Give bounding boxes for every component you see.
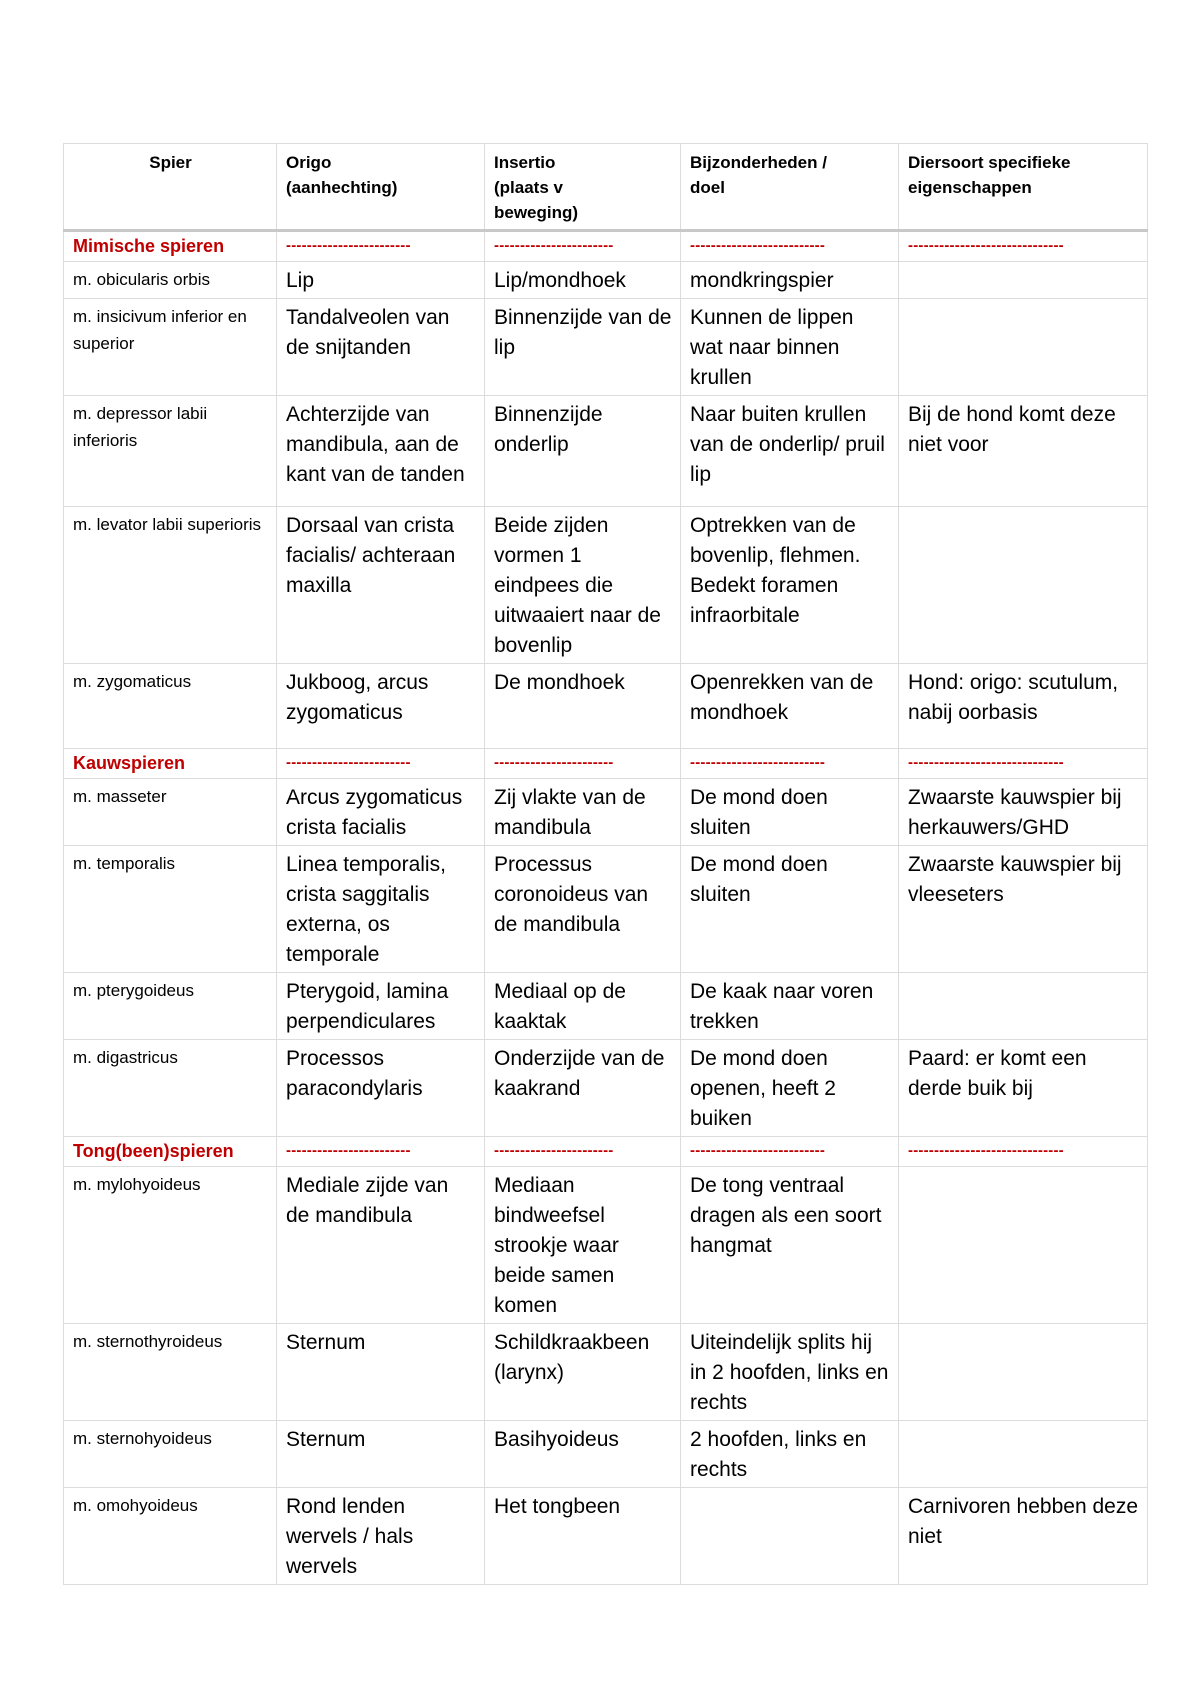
cell-spier: m. pterygoideus (64, 973, 277, 1040)
table-body (64, 144, 1148, 1585)
section-separator: -------------------------- (681, 1137, 899, 1167)
cell-insertio: Basihyoideus (485, 1421, 681, 1488)
cell-diersoort (899, 262, 1148, 299)
cell-diersoort (899, 1167, 1148, 1324)
cell-origo: Mediale zijde van de mandibula (277, 1167, 485, 1324)
table-row (64, 1421, 1148, 1488)
cell-origo: Achterzijde van mandibula, aan de kant van de tanden (277, 396, 485, 507)
header-insertio: Insertio (plaats v beweging) (485, 144, 681, 231)
cell-origo: Rond lenden wervels / hals wervels (277, 1488, 485, 1585)
table-row (64, 1167, 1148, 1324)
section-separator: ----------------------- (485, 231, 681, 262)
section-separator: ------------------------ (277, 1137, 485, 1167)
table-row (64, 507, 1148, 664)
cell-spier: m. mylohyoideus (64, 1167, 277, 1324)
cell-diersoort: Hond: origo: scutulum, nabij oorbasis (899, 664, 1148, 749)
table-row (64, 1488, 1148, 1585)
section-separator: ------------------------ (277, 231, 485, 262)
cell-insertio: Onderzijde van de kaakrand (485, 1040, 681, 1137)
cell-insertio: Processus coronoideus van de mandibula (485, 846, 681, 973)
table-row (64, 396, 1148, 507)
cell-insertio: Beide zijden vormen 1 eindpees die uitwaaiert naar de bovenlip (485, 507, 681, 664)
cell-insertio: Binnenzijde onderlip (485, 396, 681, 507)
cell-spier: m. sternothyroideus (64, 1324, 277, 1421)
cell-origo: Linea temporalis, crista saggitalis externa, os temporale (277, 846, 485, 973)
cell-diersoort: Bij de hond komt deze niet voor (899, 396, 1148, 507)
table-row (64, 664, 1148, 749)
cell-bijzonderheden: Kunnen de lippen wat naar binnen krullen (681, 299, 899, 396)
cell-diersoort (899, 1421, 1148, 1488)
header-bijzonderheden: Bijzonderheden / doel (681, 144, 899, 231)
header-row (64, 144, 1148, 231)
section-separator: -------------------------- (681, 749, 899, 779)
cell-insertio: Het tongbeen (485, 1488, 681, 1585)
cell-spier: m. digastricus (64, 1040, 277, 1137)
cell-bijzonderheden: De mond doen sluiten (681, 846, 899, 973)
header-origo: Origo (aanhechting) (277, 144, 485, 231)
cell-bijzonderheden: De mond doen sluiten (681, 779, 899, 846)
table-row (64, 846, 1148, 973)
cell-bijzonderheden: De tong ventraal dragen als een soort hangmat (681, 1167, 899, 1324)
cell-spier: m. levator labii superioris (64, 507, 277, 664)
header-diersoort: Diersoort specifieke eigenschappen (899, 144, 1148, 231)
section-title: Kauwspieren (64, 749, 277, 779)
cell-insertio: Schildkraakbeen (larynx) (485, 1324, 681, 1421)
cell-diersoort (899, 1324, 1148, 1421)
cell-bijzonderheden: De mond doen openen, heeft 2 buiken (681, 1040, 899, 1137)
cell-bijzonderheden: mondkringspier (681, 262, 899, 299)
cell-origo: Tandalveolen van de snijtanden (277, 299, 485, 396)
header-spier: Spier (64, 144, 277, 231)
section-separator: ------------------------ (277, 749, 485, 779)
section-separator: ------------------------------ (899, 749, 1148, 779)
table-row (64, 973, 1148, 1040)
cell-insertio: Mediaan bindweefsel strookje waar beide samen komen (485, 1167, 681, 1324)
cell-spier: m. masseter (64, 779, 277, 846)
table-row (64, 299, 1148, 396)
table-row (64, 1040, 1148, 1137)
section-row (64, 749, 1148, 779)
table-row (64, 779, 1148, 846)
cell-origo: Pterygoid, lamina perpendiculares (277, 973, 485, 1040)
cell-spier: m. depressor labii inferioris (64, 396, 277, 507)
cell-origo: Jukboog, arcus zygomaticus (277, 664, 485, 749)
cell-insertio: De mondhoek (485, 664, 681, 749)
cell-diersoort: Paard: er komt een derde buik bij (899, 1040, 1148, 1137)
cell-origo: Arcus zygomaticus crista facialis (277, 779, 485, 846)
cell-spier: m. insicivum inferior en superior (64, 299, 277, 396)
cell-diersoort (899, 973, 1148, 1040)
cell-bijzonderheden: 2 hoofden, links en rechts (681, 1421, 899, 1488)
cell-origo: Sternum (277, 1324, 485, 1421)
cell-spier: m. sternohyoideus (64, 1421, 277, 1488)
cell-diersoort (899, 507, 1148, 664)
section-separator: ----------------------- (485, 1137, 681, 1167)
cell-bijzonderheden: Optrekken van de bovenlip, flehmen. Bedekt foramen infraorbitale (681, 507, 899, 664)
table-row (64, 1324, 1148, 1421)
cell-origo: Processos paracondylaris (277, 1040, 485, 1137)
section-row (64, 231, 1148, 262)
cell-insertio: Mediaal op de kaaktak (485, 973, 681, 1040)
section-separator: ------------------------------ (899, 1137, 1148, 1167)
cell-bijzonderheden: Uiteindelijk splits hij in 2 hoofden, links en rechts (681, 1324, 899, 1421)
cell-diersoort (899, 299, 1148, 396)
cell-bijzonderheden: De kaak naar voren trekken (681, 973, 899, 1040)
cell-origo: Sternum (277, 1421, 485, 1488)
muscle-table (63, 143, 1148, 1585)
cell-spier: m. temporalis (64, 846, 277, 973)
cell-insertio: Binnenzijde van de lip (485, 299, 681, 396)
table-row (64, 262, 1148, 299)
cell-diersoort: Carnivoren hebben deze niet (899, 1488, 1148, 1585)
cell-origo: Lip (277, 262, 485, 299)
section-separator: -------------------------- (681, 231, 899, 262)
cell-spier: m. zygomaticus (64, 664, 277, 749)
cell-bijzonderheden: Openrekken van de mondhoek (681, 664, 899, 749)
cell-spier: m. obicularis orbis (64, 262, 277, 299)
cell-insertio: Lip/mondhoek (485, 262, 681, 299)
cell-insertio: Zij vlakte van de mandibula (485, 779, 681, 846)
section-row (64, 1137, 1148, 1167)
cell-diersoort: Zwaarste kauwspier bij vleeseters (899, 846, 1148, 973)
cell-diersoort: Zwaarste kauwspier bij herkauwers/GHD (899, 779, 1148, 846)
section-separator: ----------------------- (485, 749, 681, 779)
cell-bijzonderheden: Naar buiten krullen van de onderlip/ pruil lip (681, 396, 899, 507)
section-title: Mimische spieren (64, 231, 277, 262)
section-title: Tong(been)spieren (64, 1137, 277, 1167)
cell-spier: m. omohyoideus (64, 1488, 277, 1585)
cell-bijzonderheden (681, 1488, 899, 1585)
section-separator: ------------------------------ (899, 231, 1148, 262)
cell-origo: Dorsaal van crista facialis/ achteraan maxilla (277, 507, 485, 664)
